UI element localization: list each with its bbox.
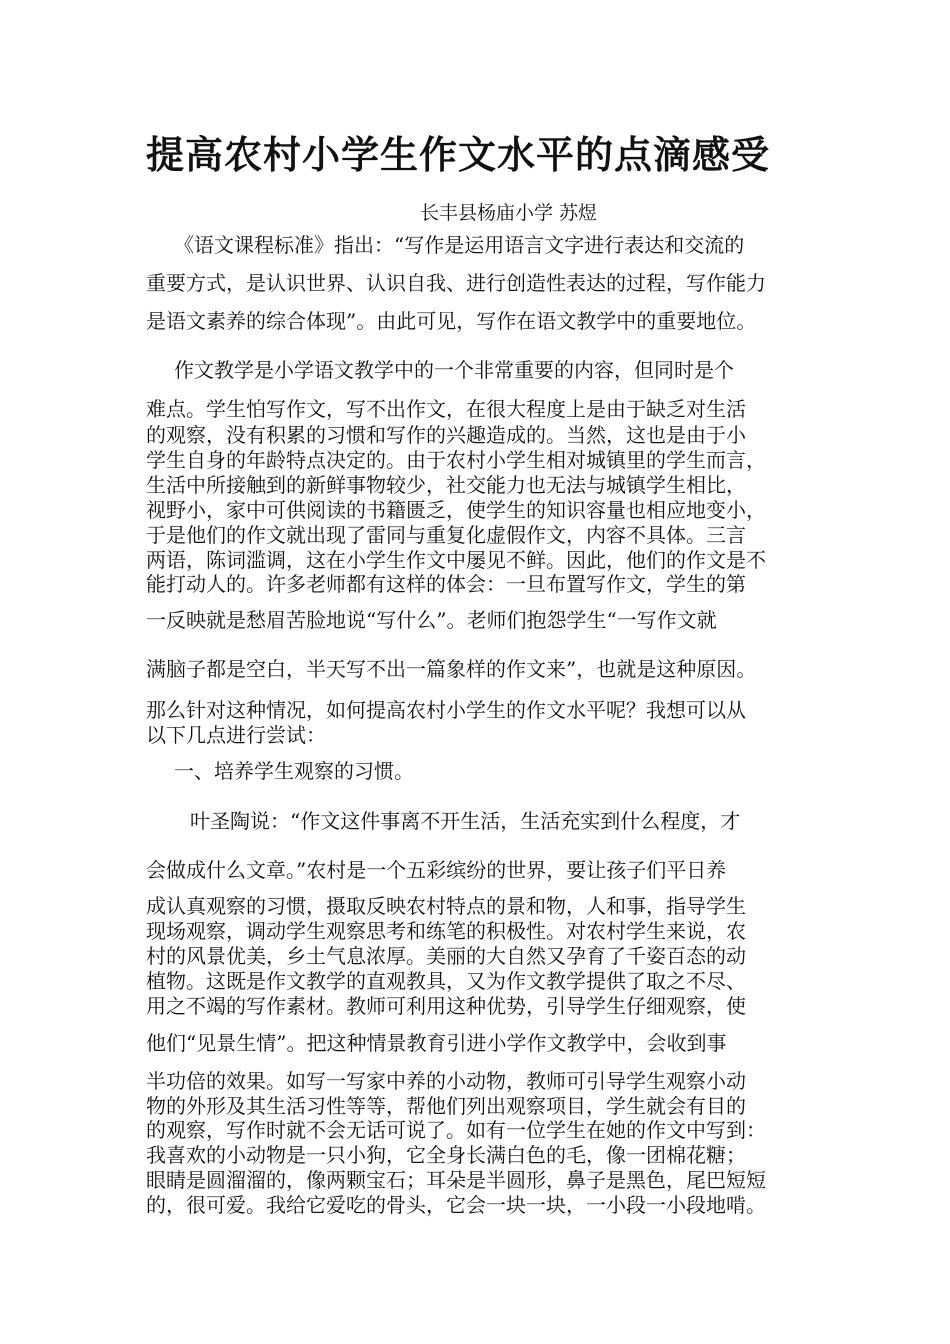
text-line: 重要方式，是认识世界、认识自我、进行创造性表达的过程，写作能力 [146, 271, 766, 295]
text-line: 作文教学是小学语文教学中的一个非常重要的内容，但同时是个 [174, 358, 734, 382]
section-heading: 一、培养学生观察的习惯。 [174, 759, 414, 783]
text-line: 的，很可爱。我给它爱吃的骨头，它会一块一块，一小段一小段地啃。 [146, 1193, 766, 1217]
text-line: 满脑子都是空白，半天写不出一篇象样的作文来”，也就是这种原因。 [146, 657, 757, 681]
text-line: 一反映就是愁眉苦脸地说“写什么”。老师们抱怨学生“一写作文就 [146, 608, 717, 632]
text-line: 难点。学生怕写作文，写不出作文，在很大程度上是由于缺乏对生活 [146, 397, 746, 421]
text-line: 半功倍的效果。如写一写家中养的小动物，教师可引导学生观察小动 [146, 1069, 746, 1093]
text-line: 两语，陈词滥调，这在小学生作文中屡见不鲜。因此，他们的作文是不 [146, 548, 766, 572]
text-line: 会做成什么文章。”农村是一个五彩缤纷的世界，要让孩子们平日养 [146, 858, 727, 882]
text-line: 的观察，没有积累的习惯和写作的兴趣造成的。当然，这也是由于小 [146, 423, 746, 447]
author-line: 长丰县杨庙小学 苏煜 [420, 202, 598, 224]
text-line: 植物。这既是作文教学的直观教具，又为作文教学提供了取之不尽、 [146, 969, 746, 993]
text-line: 以下几点进行尝试： [146, 723, 326, 747]
text-line: 《语文课程标准》指出：“写作是运用语言文字进行表达和交流的 [174, 233, 745, 257]
text-line: 是语文素养的综合体现”。由此可见，写作在语文教学中的重要地位。 [146, 309, 757, 333]
text-line: 于是他们的作文就出现了雷同与重复化虚假作文，内容不具体。三言 [146, 523, 746, 547]
text-line: 视野小，家中可供阅读的书籍匮乏，使学生的知识容量也相应地变小， [146, 498, 766, 522]
text-line: 那么针对这种情况，如何提高农村小学生的作文水平呢？我想可以从 [146, 698, 746, 722]
text-line: 的观察，写作时就不会无话可说了。如有一位学生在她的作文中写到： [146, 1118, 766, 1142]
text-line: 眼睛是圆溜溜的，像两颗宝石；耳朵是半圆形，鼻子是黑色，尾巴短短 [146, 1168, 766, 1192]
text-line: 叶圣陶说：“作文这件事离不开生活，生活充实到什么程度，才 [190, 809, 741, 833]
text-line: 我喜欢的小动物是一只小狗，它全身长满白色的毛，像一团棉花糖； [146, 1143, 746, 1167]
text-line: 现场观察，调动学生观察思考和练笔的积极性。对农村学生来说，农 [146, 919, 746, 943]
text-line: 村的风景优美，乡土气息浓厚。美丽的大自然又孕育了千姿百态的动 [146, 944, 746, 968]
text-line: 成认真观察的习惯，摄取反映农村特点的景和物，人和事，指导学生 [146, 894, 746, 918]
text-line: 他们“见景生情”。把这种情景教育引进小学作文教学中，会收到事 [146, 1031, 727, 1055]
text-line: 物的外形及其生活习性等等，帮他们列出观察项目，学生就会有目的 [146, 1094, 746, 1118]
text-line: 生活中所接触到的新鲜事物较少，社交能力也无法与城镇学生相比， [146, 473, 746, 497]
text-line: 学生自身的年龄特点决定的。由于农村小学生相对城镇里的学生而言， [146, 448, 766, 472]
text-line: 用之不竭的写作素材。教师可利用这种优势，引导学生仔细观察，使 [146, 994, 746, 1018]
text-line: 能打动人的。许多老师都有这样的体会：一旦布置写作文，学生的第 [146, 572, 746, 596]
document-title: 提高农村小学生作文水平的点滴感受 [146, 133, 771, 177]
